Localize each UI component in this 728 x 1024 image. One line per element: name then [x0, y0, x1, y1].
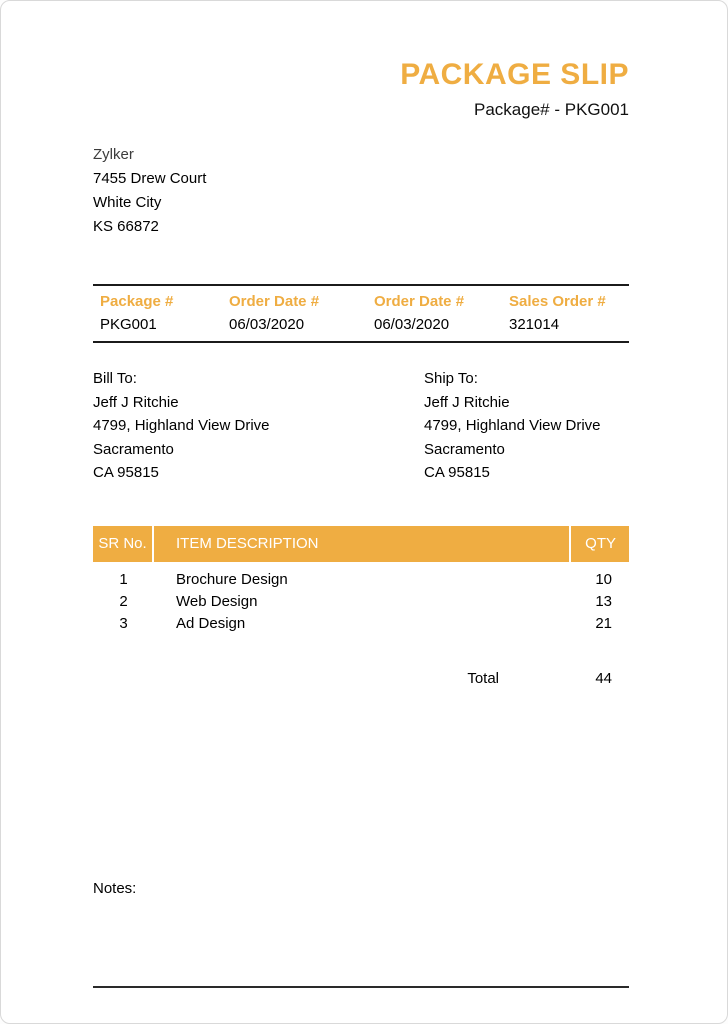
- bill-to-block: [93, 367, 424, 485]
- notes-label: Notes:: [93, 879, 137, 897]
- ship-to-label: Ship To:: [424, 370, 478, 387]
- table-row: [93, 591, 629, 613]
- company-address-block: [93, 143, 629, 239]
- package-info-header-row: [93, 290, 629, 313]
- item-qty: 10: [595, 570, 612, 588]
- package-info-table: [93, 284, 629, 343]
- bill-to-line: CA 95815: [93, 464, 159, 481]
- ship-to-line: Jeff J Ritchie: [424, 393, 510, 411]
- item-sr: 2: [119, 592, 128, 610]
- package-info-header: Sales Order #: [509, 293, 606, 310]
- ship-to-line: Sacramento: [424, 440, 505, 458]
- ship-to-line: 4799, Highland View Drive: [424, 417, 601, 434]
- package-info-value: PKG001: [100, 316, 157, 333]
- sr-no-header: SR No.: [93, 526, 154, 562]
- package-info-value: 321014: [509, 316, 560, 333]
- bill-to-label: Bill To:: [93, 370, 137, 387]
- company-address-line: 7455 Drew Court: [93, 170, 207, 187]
- package-info-value: 06/03/2020: [229, 316, 305, 333]
- bill-to-line: 4799, Highland View Drive: [93, 417, 270, 434]
- items-table-header: [93, 526, 629, 562]
- item-qty: 13: [595, 592, 612, 610]
- package-info-value: 06/03/2020: [374, 316, 450, 333]
- item-description-header: ITEM DESCRIPTION: [154, 526, 571, 562]
- company-name: Zylker: [93, 146, 134, 163]
- bill-to-line: Jeff J Ritchie: [93, 393, 179, 411]
- page-title: PACKAGE SLIP: [400, 58, 629, 91]
- company-address-line: White City: [93, 194, 162, 211]
- total-label: Total: [467, 669, 499, 687]
- ship-to-block: [424, 367, 601, 485]
- total-value: 44: [595, 669, 612, 687]
- package-info-value-row: [93, 313, 629, 336]
- package-number: Package# - PKG001: [474, 100, 629, 119]
- ship-to-line: CA 95815: [424, 464, 490, 481]
- items-table: [93, 526, 629, 635]
- item-description: Ad Design: [176, 614, 246, 632]
- addresses-section: [93, 367, 629, 485]
- total-row: [93, 668, 629, 690]
- footer-divider: [93, 986, 629, 988]
- item-qty: 21: [595, 614, 612, 632]
- package-info-header: Package #: [100, 293, 174, 310]
- item-description: Brochure Design: [176, 570, 288, 588]
- bill-to-line: Sacramento: [93, 440, 174, 458]
- item-sr: 3: [119, 614, 128, 632]
- table-row: [93, 569, 629, 591]
- items-table-body: [93, 562, 629, 635]
- page-content: [1, 1, 727, 988]
- package-info-header: Order Date #: [374, 293, 465, 310]
- qty-header: QTY: [585, 535, 616, 552]
- table-row: [93, 613, 629, 635]
- company-address-line: KS 66872: [93, 218, 159, 235]
- package-info-header: Order Date #: [229, 293, 320, 310]
- item-sr: 1: [119, 570, 128, 588]
- item-description: Web Design: [176, 592, 258, 610]
